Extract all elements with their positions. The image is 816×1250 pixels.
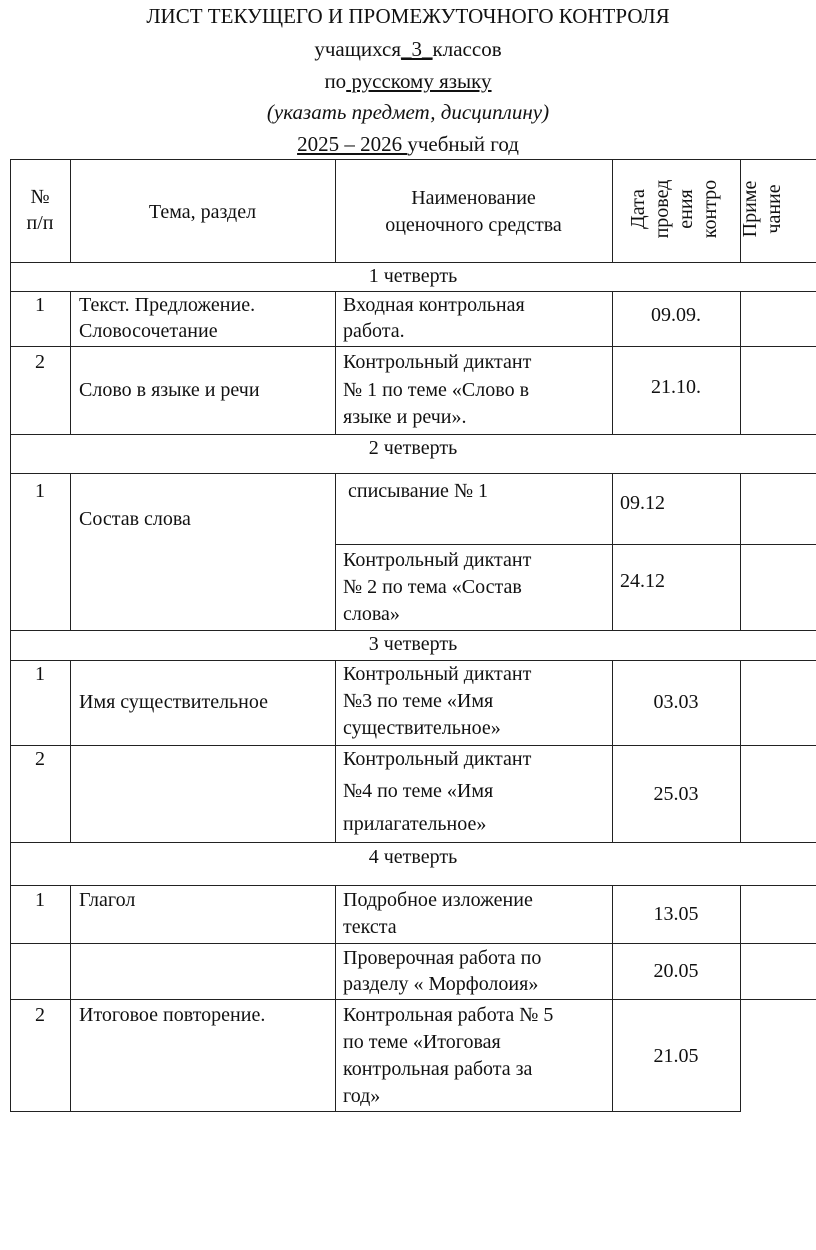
- row-topic: Состав слова: [79, 508, 191, 530]
- row-assessment: №3 по теме «Имя: [343, 690, 494, 712]
- row-date: 25.03: [653, 783, 699, 805]
- subject-hint: (указать предмет, дисциплину): [266, 100, 550, 124]
- row-topic: Глагол: [79, 889, 136, 911]
- row-number: 1: [35, 480, 45, 502]
- row-assessment: текста: [343, 916, 397, 938]
- row-topic: Текст. Предложение.: [79, 294, 256, 316]
- school-year-suffix: учебный год: [407, 132, 519, 156]
- row-number: 1: [35, 889, 45, 911]
- school-year-value: 2025 – 2026: [297, 132, 408, 156]
- row-assessment: прилагательное»: [343, 813, 487, 835]
- subject-value: русскому языку: [346, 69, 492, 93]
- row-date: 13.05: [653, 903, 699, 925]
- row-assessment: работа.: [343, 320, 405, 342]
- row-date: 09.09.: [651, 304, 701, 326]
- row-assessment: Контрольный диктант: [343, 351, 532, 373]
- row-number: 2: [35, 1004, 45, 1026]
- header-tool-line1: Наименование: [411, 187, 536, 209]
- row-date: 09.12: [620, 492, 665, 514]
- grade-line: [0, 36, 816, 62]
- grade-label: учащихся: [314, 37, 402, 61]
- subject-line: [0, 68, 816, 94]
- row-number: 1: [35, 663, 45, 685]
- row-number: 2: [35, 351, 45, 373]
- row-assessment: Контрольный диктант: [343, 549, 532, 571]
- header-date: Дата провед ения контро: [627, 179, 721, 239]
- row-assessment: контрольная работа за: [343, 1058, 533, 1080]
- row-assessment: слова»: [343, 603, 400, 625]
- header-num-symbol: №: [30, 186, 50, 208]
- row-topic: Словосочетание: [79, 320, 218, 342]
- row-number: 1: [35, 294, 45, 316]
- row-assessment: существительное»: [343, 717, 501, 739]
- quarter-4-label: 4 четверть: [368, 846, 458, 868]
- row-assessment: Входная контрольная: [343, 294, 525, 316]
- row-topic: Итоговое повторение.: [79, 1004, 266, 1026]
- row-date: 20.05: [653, 960, 699, 982]
- row-assessment: разделу « Морфолоия»: [343, 973, 539, 995]
- school-year-line: [0, 131, 816, 157]
- row-assessment: Проверочная работа по: [343, 947, 542, 969]
- document-title: ЛИСТ ТЕКУЩЕГО И ПРОМЕЖУТОЧНОГО КОНТРОЛЯ: [146, 4, 670, 28]
- quarter-2-label: 2 четверть: [368, 437, 458, 459]
- row-assessment: № 1 по теме «Слово в: [343, 379, 530, 401]
- row-date: 21.10.: [651, 376, 701, 398]
- row-date: 03.03: [653, 691, 699, 713]
- row-assessment: год»: [343, 1085, 381, 1107]
- row-assessment: № 2 по тема «Состав: [343, 576, 522, 598]
- header-topic: Тема, раздел: [148, 201, 257, 223]
- row-assessment: Контрольный диктант: [343, 663, 532, 685]
- row-assessment: языке и речи».: [343, 406, 467, 428]
- row-number: 2: [35, 748, 45, 770]
- row-assessment: №4 по теме «Имя: [343, 780, 494, 802]
- grade-value: _3_: [401, 37, 433, 61]
- quarter-1-label: 1 четверть: [368, 265, 458, 287]
- header-note: Приме чание: [739, 180, 785, 238]
- subject-label: по: [324, 69, 347, 93]
- header-num-label: п/п: [26, 212, 54, 234]
- row-date: 21.05: [653, 1045, 699, 1067]
- row-assessment: по теме «Итоговая: [343, 1031, 501, 1053]
- row-assessment: Подробное изложение: [343, 889, 533, 911]
- row-assessment: списывание № 1: [343, 480, 489, 502]
- grade-suffix: классов: [432, 37, 502, 61]
- row-date: 24.12: [620, 570, 665, 592]
- row-assessment: Контрольная работа № 5: [343, 1004, 554, 1026]
- row-topic: Имя существительное: [79, 691, 268, 713]
- quarter-3-label: 3 четверть: [368, 633, 458, 655]
- row-assessment: Контрольный диктант: [343, 748, 532, 770]
- header-tool-line2: оценочного средства: [385, 214, 562, 236]
- row-topic: Слово в языке и речи: [79, 379, 260, 401]
